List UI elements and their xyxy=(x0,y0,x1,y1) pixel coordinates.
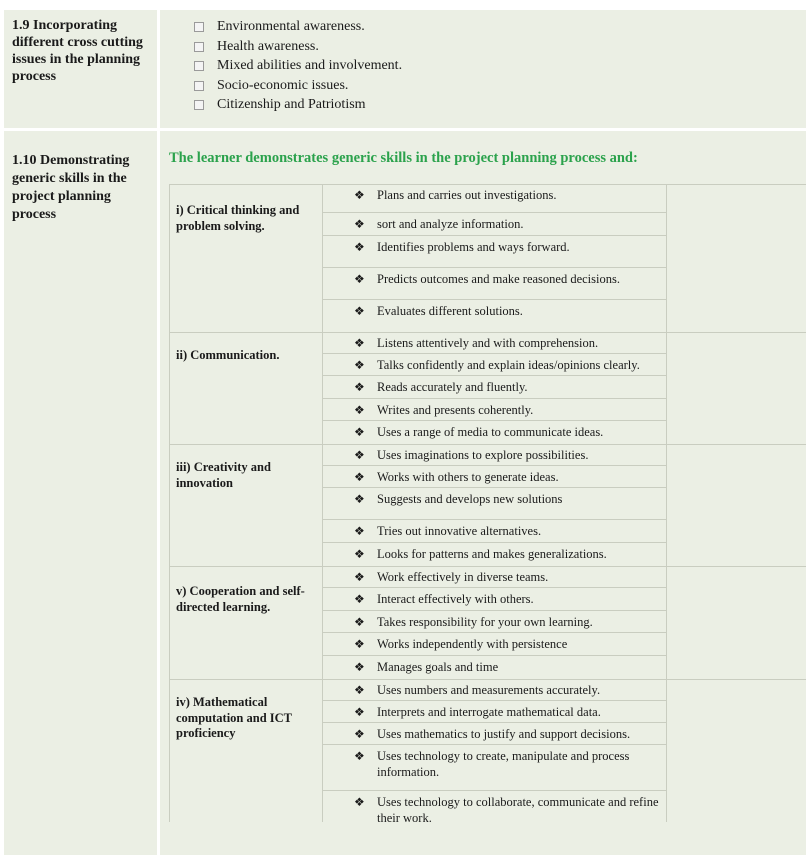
diamond-bullet-icon: ❖ xyxy=(354,749,365,763)
checkbox-icon xyxy=(194,22,204,32)
skill-text: Uses technology to create, manipulate and process information. xyxy=(377,749,630,779)
diamond-bullet-icon: ❖ xyxy=(354,448,365,462)
skill-text: Takes responsibility for your own learning. xyxy=(377,615,593,629)
diamond-bullet-icon: ❖ xyxy=(354,240,365,254)
skill-text: Writes and presents coherently. xyxy=(377,403,534,417)
grid-line xyxy=(322,398,666,399)
skill-text: Uses numbers and measurements accurately. xyxy=(377,683,601,697)
diamond-bullet-icon: ❖ xyxy=(354,380,365,394)
checkbox-icon xyxy=(194,100,204,110)
diamond-bullet-icon: ❖ xyxy=(354,358,365,372)
skill-text: Uses mathematics to justify and support decisions. xyxy=(377,727,631,741)
list-item: Socio-economic issues. xyxy=(192,76,402,96)
checkbox-icon xyxy=(194,42,204,52)
diamond-bullet-icon: ❖ xyxy=(354,795,365,809)
grid-line xyxy=(322,465,666,466)
grid-line xyxy=(322,353,666,354)
skill-text: Identifies problems and ways forward. xyxy=(377,240,570,254)
grid-line xyxy=(322,744,666,745)
list-item: Environmental awareness. xyxy=(192,17,402,37)
list-item: Health awareness. xyxy=(192,37,402,57)
diamond-bullet-icon: ❖ xyxy=(354,547,365,561)
list-item: Citizenship and Patriotism xyxy=(192,95,402,115)
skill-text: Suggests and develops new solutions xyxy=(377,492,563,506)
grid-line xyxy=(322,420,666,421)
diamond-bullet-icon: ❖ xyxy=(354,660,365,674)
skill-group-label: v) Cooperation and self-directed learning. xyxy=(176,584,305,614)
diamond-bullet-icon: ❖ xyxy=(354,524,365,538)
grid-line xyxy=(322,212,666,213)
skill-text: Uses technology to collaborate, communicate and refine their work. xyxy=(377,795,659,825)
grid-line xyxy=(169,184,170,822)
skill-text: Talks confidently and explain ideas/opinions clearly. xyxy=(377,358,640,372)
column-divider xyxy=(157,10,160,855)
list-item: Mixed abilities and involvement. xyxy=(192,56,402,76)
skill-text: Looks for patterns and makes generalizations. xyxy=(377,547,607,561)
skill-text: Manages goals and time xyxy=(377,660,499,674)
skill-text: Works independently with persistence xyxy=(377,637,568,651)
row-divider xyxy=(4,128,806,131)
grid-line xyxy=(169,679,806,680)
diamond-bullet-icon: ❖ xyxy=(354,492,365,506)
diamond-bullet-icon: ❖ xyxy=(354,217,365,231)
grid-line xyxy=(322,790,666,791)
skill-text: sort and analyze information. xyxy=(377,217,524,231)
diamond-bullet-icon: ❖ xyxy=(354,336,365,350)
cross-cutting-issues-list xyxy=(192,17,402,115)
skill-group-label: i) Critical thinking and problem solving. xyxy=(176,203,300,233)
skill-text: Reads accurately and fluently. xyxy=(377,380,528,394)
skill-text: Tries out innovative alternatives. xyxy=(377,524,542,538)
diamond-bullet-icon: ❖ xyxy=(354,705,365,719)
skill-group-label: iii) Creativity and innovation xyxy=(176,460,271,490)
diamond-bullet-icon: ❖ xyxy=(354,470,365,484)
grid-line xyxy=(322,184,323,822)
diamond-bullet-icon: ❖ xyxy=(354,592,365,606)
skill-text: Predicts outcomes and make reasoned decisions. xyxy=(377,272,620,286)
skill-text: Interact effectively with others. xyxy=(377,592,534,606)
skill-group-label: iv) Mathematical computation and ICT proficiency xyxy=(176,695,292,740)
grid-line xyxy=(322,655,666,656)
diamond-bullet-icon: ❖ xyxy=(354,637,365,651)
grid-line xyxy=(322,519,666,520)
grid-line xyxy=(322,632,666,633)
section-1-10-title: 1.10 Demonstrating generic skills in the project planning process xyxy=(12,153,130,222)
grid-line xyxy=(322,722,666,723)
curriculum-table xyxy=(4,10,806,855)
skill-group-label: ii) Communication. xyxy=(176,348,280,362)
diamond-bullet-icon: ❖ xyxy=(354,425,365,439)
grid-line xyxy=(169,566,806,567)
section-1-9-title: 1.9 Incorporating different cross cutting issues in the planning process xyxy=(12,18,143,84)
grid-line xyxy=(322,587,666,588)
diamond-bullet-icon: ❖ xyxy=(354,188,365,202)
grid-line xyxy=(322,375,666,376)
grid-line xyxy=(322,235,666,236)
skill-text: Interprets and interrogate mathematical data. xyxy=(377,705,601,719)
diamond-bullet-icon: ❖ xyxy=(354,683,365,697)
checkbox-icon xyxy=(194,81,204,91)
grid-line xyxy=(322,700,666,701)
skill-text: Works with others to generate ideas. xyxy=(377,470,559,484)
skill-text: Work effectively in diverse teams. xyxy=(377,570,549,584)
diamond-bullet-icon: ❖ xyxy=(354,727,365,741)
skill-text: Evaluates different solutions. xyxy=(377,304,523,318)
skill-text: Listens attentively and with comprehension. xyxy=(377,336,599,350)
skill-text: Uses a range of media to communicate ideas. xyxy=(377,425,604,439)
grid-line xyxy=(322,610,666,611)
grid-line xyxy=(169,332,806,333)
grid-line xyxy=(169,184,806,185)
diamond-bullet-icon: ❖ xyxy=(354,403,365,417)
generic-skills-heading: The learner demonstrates generic skills in the project planning process and: xyxy=(169,150,638,166)
skill-text: Plans and carries out investigations. xyxy=(377,188,557,202)
diamond-bullet-icon: ❖ xyxy=(354,615,365,629)
diamond-bullet-icon: ❖ xyxy=(354,272,365,286)
diamond-bullet-icon: ❖ xyxy=(354,570,365,584)
checkbox-icon xyxy=(194,61,204,71)
skill-text: Uses imaginations to explore possibilities. xyxy=(377,448,589,462)
grid-line xyxy=(322,267,666,268)
diamond-bullet-icon: ❖ xyxy=(354,304,365,318)
grid-line xyxy=(169,444,806,445)
grid-line xyxy=(322,487,666,488)
grid-line xyxy=(322,299,666,300)
grid-line xyxy=(322,542,666,543)
